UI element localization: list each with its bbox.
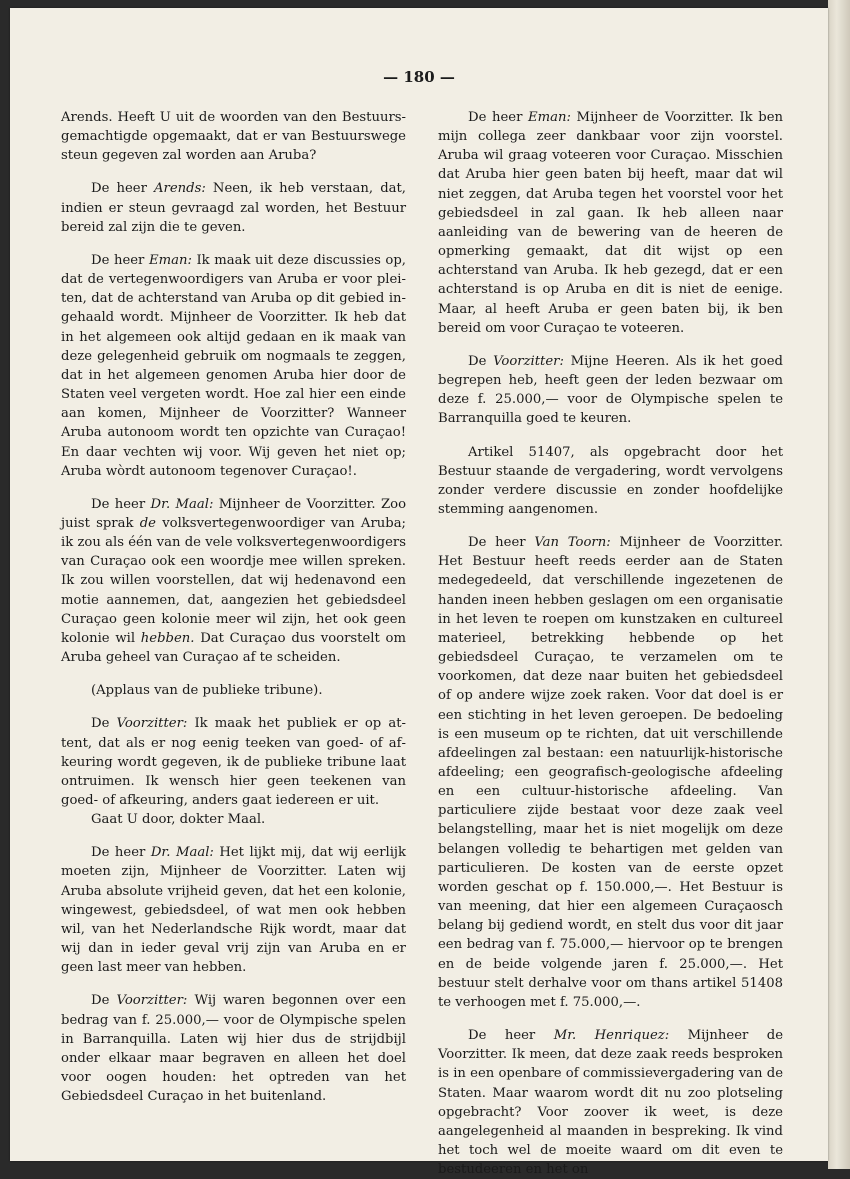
speaker-name: Voorzitter: [116, 716, 188, 732]
paragraph [61, 843, 406, 977]
page-number: — 180 — [383, 68, 455, 86]
paragraph [438, 352, 783, 429]
page-edge [828, 0, 850, 1169]
paragraph [61, 179, 406, 236]
paragraph [61, 108, 406, 165]
paragraph-text: De [91, 716, 117, 732]
paragraph [61, 991, 406, 1106]
paragraph [438, 1026, 783, 1179]
paragraph [61, 495, 406, 667]
paragraph-text: De heer [91, 181, 155, 197]
paragraph-text: De heer [91, 252, 149, 268]
speaker-name: Eman: [148, 252, 192, 268]
paragraph-text: Mijnheer de Voorzitter. Het Bestuur heeft reeds eerder aan de Staten medegedeeld, dat verschillende ingezetenen de handen ineen hebben geslagen om een organisatie in het leven te roepen om kunstzaken en cultureel materieel, betrekking hebbende op het gebiedsdeel Curaçao, te verzamelen om te voorkomen, dat deze naar buiten het gebiedsdeel of op andere wijze zoek raken. Voor dat doel is er een stichting in het leven geroepen. De bedoeling is een museum op te richten, dat uit verschillende afdeelingen zal bestaan: een natuurlijk-historische afdeeling; een geografisch-geologische afdeeling en een cultuur-historische afdeeling. Van particuliere zijde bestaat voor deze zaak veel belangstelling, maar het is niet mogelijk om deze belangen volledig te behartigen met gelden van particulieren. De kosten van de eerste opzet worden geschat op f. 150.000,—. Het Bestuur is van meening, dat hier een algemeen Curaçaosch belang bij gediend wordt, en stelt dus voor dit jaar een bedrag van f. 75.000,— hiervoor op te brengen en de beide volgende jaren f. 25.000,—. Het bestuur stelt derhalve voor om thans artikel 51408 te verhoogen met f. 75.000,—. [438, 535, 784, 1010]
paragraph-text: De heer [91, 845, 151, 861]
paragraph [61, 681, 406, 700]
speaker-name: hebben. [140, 630, 195, 646]
paragraph-text: De heer [91, 496, 151, 512]
paragraph-text: volksvertegenwoordiger van Aruba; ik zou als één van de vele volksvertegenwoordigers van Curaçao ook een woordje mee willen spreken. Ik zou willen voorstellen, dat wij hedenavond een motie aannemen, dat, aangezien het gebiedsdeel Curaçao geen kolonie meer wil zijn, het ook geen kolonie wil [61, 515, 406, 646]
paragraph-text: Mijnheer de Voorzitter. Zoo juist sprak [61, 496, 407, 531]
paragraph-text: Wij waren begonnen over een bedrag van f. 25.000,— voor de Olympische spelen in Barranquilla. Laten wij hier dus de strijdbijl onder elkaar maar begraven en alleen het doel voor oogen houden: het optreden van het Gebiedsdeel Curaçao in het buitenland. [61, 993, 406, 1105]
paragraph-text: De heer [468, 110, 529, 125]
paragraph-text: De heer [468, 1028, 554, 1044]
speaker-name: de [139, 515, 156, 531]
paragraph-text: (Applaus van de publieke tribune). [91, 683, 323, 699]
paragraph-text: Ik maak het publiek er op attent, dat als er nog eenig teeken van goed- of afkeuring wordt gegeven, ik de publieke tribune laat ontruimen. Ik wensch hier geen teekenen van goed- of afkeuring, anders gaat iedereen er uit. [61, 716, 406, 808]
paragraph-text: Mijnheer de Voorzitter. Ik meen, dat deze zaak reeds besproken is in een openbare of commissievergadering van de Staten. Maar waarom wordt dit nu zoo plotseling opgebracht? Voor zoover ik weet, is deze aangelegenheid al maanden in bespreking. Ik vind het toch wel de moeite waard om dit even te bestudeeren en het on [438, 1028, 783, 1178]
paragraph [61, 714, 406, 810]
speaker-name: Voorzitter: [493, 353, 564, 369]
speaker-name: Voorzitter: [116, 993, 188, 1009]
paragraph [61, 251, 406, 481]
paragraph-text: Het lijkt mij, dat wij eerlijk moeten zijn, Mijnheer de Voorzitter. Laten wij Aruba absolute vrijheid geven, dat het een kolonie, wingewest, gebiedsdeel, of wat men ook hebben wil, van het Nederlandsche Rijk wordt, maar dat wij dan in ieder geval vrij zijn van Aruba en er geen last meer van hebben. [61, 845, 407, 976]
left-column [61, 108, 406, 1106]
paragraph-text: Dat Curaçao dus voorstelt om Aruba geheel van Curaçao af te scheiden. [61, 630, 406, 666]
paragraph-text: De heer [468, 535, 535, 551]
speaker-name: Eman: [528, 110, 571, 125]
paragraph-text: Gaat U door, dokter Maal. [91, 812, 266, 828]
paragraph-text: Ik maak uit deze discussies op, dat de vertegenwoordigers van Aruba er voor pleiten, dat de achterstand van Aruba op dit gebied ingehaald wordt. Mijnheer de Voorzitter. Ik heb dat in het algemeen ook altijd gedaan en ik maak van deze gelegenheid gebruik om nogmaals te zeggen, dat in het algemeen genomen Aruba hier door de Staten veel vergeten wordt. Hoe zal hier een einde aan komen, Mijnheer de Voorzitter? Wanneer Aruba autonoom wordt ten opzichte van Curaçao! En daar vechten wij voor. Wij geven het niet op; Aruba wòrdt autonoom tegenover Curaçao!. [61, 252, 406, 479]
speaker-name: Dr. Maal: [150, 845, 214, 861]
paragraph [438, 443, 783, 520]
speaker-name: Mr. Henriquez: [553, 1028, 670, 1044]
paragraph-text: Mijnheer de Voorzitter. Ik ben mijn collega zeer dankbaar voor zijn voorstel. Aruba wil graag voteeren voor Curaçao. Misschien dat Aruba hier geen baten bij heeft, maar dat wil niet zeggen, dat Aruba tegen het voorstel voor het gebiedsdeel in zal gaan. Ik heb alleen naar aanleiding van de bewering van de heeren de opmerking gemaakt, dat dit wijst op een achterstand van Aruba. Ik heb gezegd, dat er een achterstand is op Aruba en dit is niet de eenige. Maar, al heeft Aruba er geen baten bij, ik ben bereid om voor Curaçao te voteeren. [438, 110, 784, 336]
right-column [438, 108, 783, 1179]
paragraph [438, 108, 783, 338]
paragraph-text: De [91, 993, 117, 1009]
paragraph-text: Artikel 51407, als opgebracht door het Bestuur staande de vergadering, wordt vervolgens zonder verdere discussie en zonder hoofdelijke stemming aangenomen. [438, 444, 783, 517]
paragraph [438, 533, 783, 1012]
paragraph-text: Arends. Heeft U uit de woorden van den Bestuursgemachtigde opgemaakt, dat er van Bestuurswege steun gegeven zal worden aan Aruba? [61, 110, 406, 164]
speaker-name: Arends: [154, 181, 206, 197]
speaker-name: Van Toorn: [534, 535, 611, 551]
document-page [10, 8, 828, 1178]
paragraph-text: De [468, 353, 494, 369]
paragraph-text: Mijne Heeren. Als ik het goed begrepen heb, heeft geen der leden bezwaar om deze f. 25.000,— voor de Olympische spelen te Barranquilla goed te keuren. [438, 353, 783, 427]
speaker-name: Dr. Maal: [150, 496, 214, 512]
paragraph-text: Neen, ik heb verstaan, dat, indien er steun gevraagd zal worden, het Bestuur bereid zal zijn die te geven. [61, 181, 406, 235]
paragraph [61, 810, 406, 829]
